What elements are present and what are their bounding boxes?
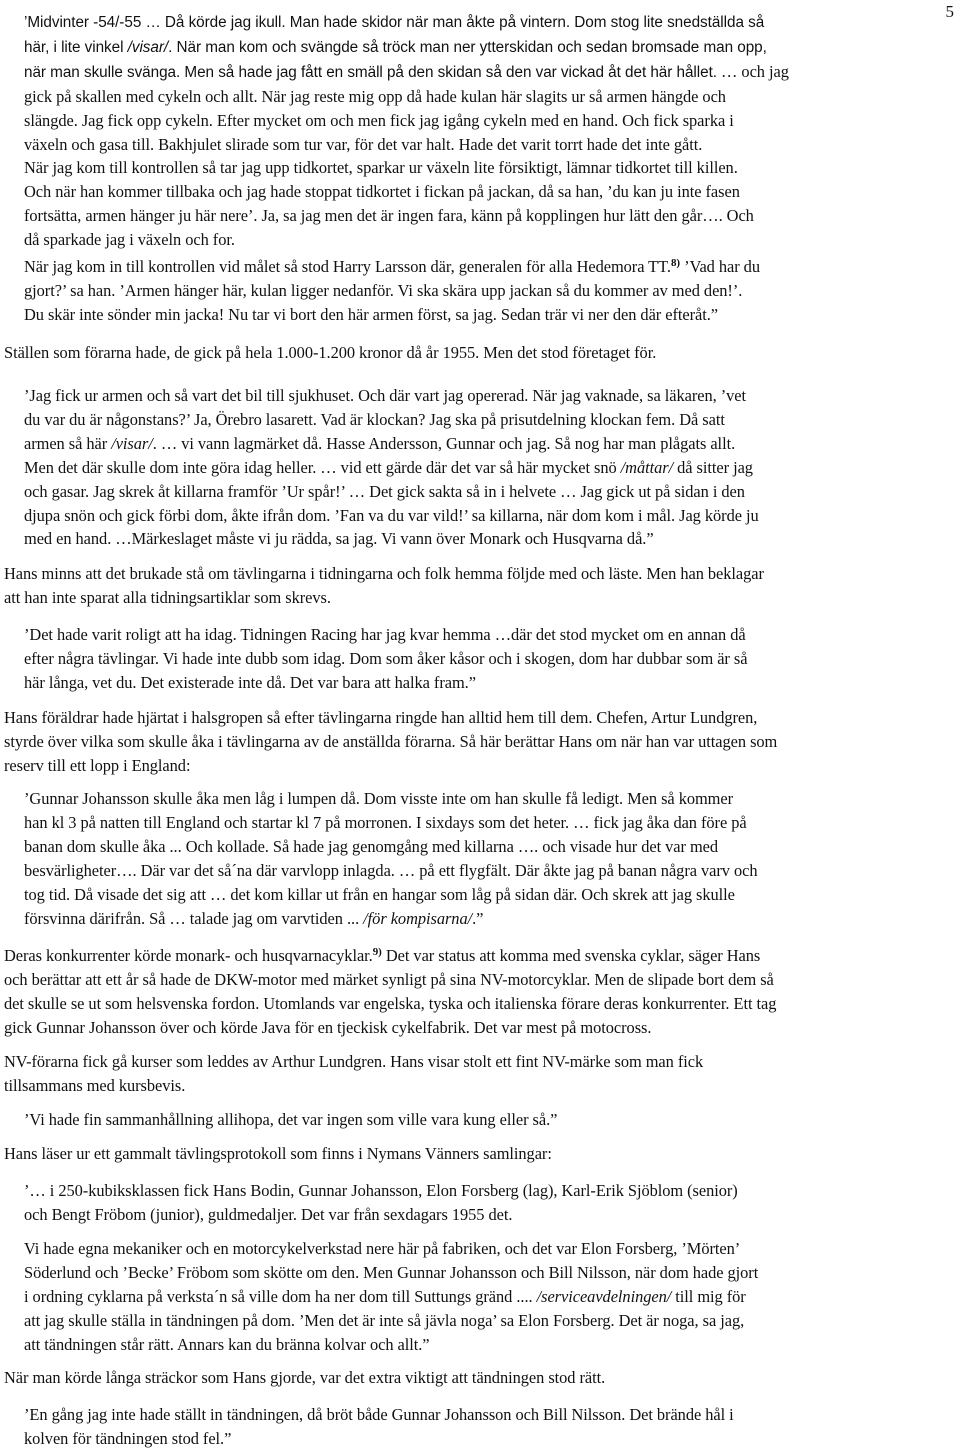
text-line: ’Det hade varit roligt att ha idag. Tidningen Racing har jag kvar hemma …där det stod mycket om en annan då [24,625,746,644]
footnote-marker: 9) [372,946,382,958]
text-line: När jag kom till kontrollen så tar jag upp tidkortet, sparkar ur växeln lite försiktigt, lämnar tidkortet till killen. [24,158,738,178]
quote-paragraph-sammanhallning [24,1108,936,1132]
quote-paragraph-kontrollen [24,255,936,327]
text-line: ’Jag fick ur armen och så vart det bil till sjukhuset. Och där vart jag opererad. När jag vaknade, sa läkaren, ’vet [24,386,746,405]
text-line: att tändningen står rätt. Annars kan du bränna kolvar och allt.” [24,1334,430,1354]
text-line: det skulle se ut som helsvenska fordon. Utomlands var engelska, tyska och italienska förare deras konkurrenter. Ett tag [4,993,777,1013]
paragraph-konkurrenter [4,944,946,1040]
text-line: Och när han kommer tillbaka och jag hade stoppat tidkortet i fickan på jackan, då sa han, ’du kan ju inte fasen [24,182,740,202]
paragraph-tandning [4,1366,946,1390]
text-line: han kl 3 på natten till England och startar kl 7 på morronen. I sixdays som det heter. … fick jag åka dan före på [24,812,747,832]
quote-paragraph-kubiksklassen [24,1179,936,1227]
text-line: ’… i 250-kubiksklassen fick Hans Bodin, Gunnar Johansson, Elon Forsberg (lag), Karl-Erik Sjöblom (senior) [24,1181,738,1200]
quote-paragraph-mekaniker [24,1237,936,1357]
text-line: och Bengt Fröbom (junior), guldmedaljer. Det var från sexdagars 1955 det. [24,1204,513,1224]
text-line: Hans minns att det brukade stå om tävlingarna i tidningarna och folk hemma följde med och läste. Men han beklagar [4,564,764,583]
text-line: Söderlund och ’Becke’ Fröbom som skötte om den. Men Gunnar Johansson och Bill Nilsson, när dom hade gjort [24,1262,759,1282]
text-line: reserv till ett lopp i England: [4,755,191,775]
text-line: Du skär inte sönder min jacka! Nu tar vi bort den här armen först, sa jag. Sedan trär vi ner den där efteråt.” [24,304,719,324]
text-line: banan dom skulle åka ... Och kollade. Så hade jag genomgång med killarna …. och visade hur det var med [24,836,719,856]
text-line: Vi hade egna mekaniker och en motorcykelverkstad nere här på fabriken, och det var Elon Forsberg, ’Mörten’ [24,1239,741,1258]
text-line: När man körde långa sträckor som Hans gjorde, var det extra viktigt att tändningen stod rätt. [4,1368,606,1387]
text-line: ’En gång jag inte hade ställt in tändningen, då bröt både Gunnar Johansson och Bill Nilsson. Det brände hål i [24,1405,734,1424]
page-number: 5 [945,2,954,21]
text-line: efter några tävlingar. Vi hade inte dubb som idag. Dom som åker kåsor och i skogen, dom har dubbar som är så [24,648,748,668]
text-line: här långa, vet du. Det existerade inte då. Det var bara att halka fram.” [24,672,476,692]
text-line: ’Vi hade fin sammanhållning allihopa, det var ingen som ville vara kung eller så.” [24,1110,558,1129]
text-line: Men det där skulle dom inte göra idag heller. … vid ett gärde där det var så här mycket snö /måttar/ då sitter jag [24,457,753,477]
paragraph-tidningarna [4,562,946,610]
paragraph-kurser [4,1050,946,1098]
text-line: växeln och gasa till. Bakhjulet slirade som tur var, för det var halt. Hade det varit torrt hade det inte gått. [24,134,703,154]
paragraph-stallen [4,341,946,365]
text-line: ’Midvinter -54/-55 … Då körde jag ikull. Man hade skidor när man åkte på vintern. Dom stog lite snedställda så [24,14,765,31]
text-line: försvinna därifrån. Så … talade jag om varvtiden ... /för kompisarna/.” [24,908,484,928]
text-line: Ställen som förarna hade, de gick på hela 1.000-1.200 kronor då år 1955. Men det stod företaget för. [4,343,657,362]
text-line: här, i lite vinkel /visar/. När man kom och svängde så tröck man ner ytterskidan och sedan bromsade man opp, [24,38,767,56]
text-line: armen så här /visar/. … vi vann lagmärket då. Hasse Andersson, Gunnar och jag. Så nog har man plågats allt. [24,433,736,453]
quote-paragraph-brot [24,1403,936,1451]
text-line: slängde. Jag fick opp cykeln. Efter mycket om och men fick jag igång cykeln med en hand. Och fick sparka i [24,110,734,130]
text-line: gjort?’ sa han. ’Armen hänger här, kulan ligger nedanför. Vi ska skära upp jackan så du kommer av med den!’. [24,280,743,300]
text-line: tillsammans med kursbevis. [4,1075,186,1095]
quote-paragraph-midvinter [24,10,936,252]
quote-paragraph-racing [24,623,936,695]
text-line: fortsätta, armen hänger ju här nere’. Ja, sa jag men det är ingen fara, känn på kopplingen hur lätt den går…. Och [24,206,754,226]
paragraph-protokoll [4,1142,946,1166]
text-line: djupa snön och gick förbi dom, åkte ifrån dom. ’Fan va du var vild!’ sa killarna, när dom kom i mål. Jag körde ju [24,505,759,525]
text-line: att han inte sparat alla tidningsartiklar som skrevs. [4,587,331,607]
text-line: och gasar. Jag skrek åt killarna framför ’Ur spår!’ … Det gick sakta så in i helvete … Jag gick ut på sidan i den [24,481,745,501]
text-line: och berättar att ett år så hade de DKW-motor med märket synligt på sina NV-motorcyklar. Men de slipade bort dem så [4,969,774,989]
footnote-marker: 8) [670,257,681,269]
text-line: du var du är någonstans?’ Ja, Örebro lasarett. Vad är klockan? Jag ska på prisutdelning klockan fem. Då satt [24,409,725,429]
text-line: När jag kom in till kontrollen vid målet så stod Harry Larsson där, generalen för alla Hedemora TT.$^{8)}$ ’Vad har du [24,257,760,276]
quote-paragraph-sjukhuset [24,384,936,551]
text-line: att jag skulle ställa in tändningen på dom. ’Men det är inte så jävla noga’ sa Elon Forsberg. Det är noga, sa jag, [24,1310,745,1330]
text-line: gick Gunnar Johansson över och körde Java för en tjeckisk cykelfabrik. Det var mest på motocross. [4,1017,652,1037]
text-line: med en hand. …Märkeslaget måste vi ju rädda, sa jag. Vi vann över Monark och Husqvarna då.” [24,529,654,549]
text-line: Hans läser ur ett gammalt tävlingsprotokoll som finns i Nymans Vänners samlingar: [4,1144,552,1163]
text-line: ’Gunnar Johansson skulle åka men låg i lumpen då. Dom visste inte om han skulle få ledigt. Men så kommer [24,789,734,808]
text-line: styrde över vilka som skulle åka i tävlingarna av de anställda förarna. Så här berättar Hans om när han var uttagen som [4,731,778,751]
text-line: då sparkade jag i växeln och for. [24,230,235,250]
text-line: kolven för tändningen stod fel.” [24,1428,232,1448]
text-line: tog tid. Då visade det sig att … det kom killar ut från en hangar som låg på sidan där. Och skrek att jag skulle [24,884,735,904]
text-line: när man skulle svänga. Men så hade jag fått en smäll på den skidan så den var vickad åt det här hållet. … och jag [24,61,789,81]
paragraph-foraldrar [4,706,946,778]
text-line: Hans föräldrar hade hjärtat i halsgropen så efter tävlingarna ringde han alltid hem till dem. Chefen, Artur Lundgren, [4,708,758,727]
text-line: besvärligheter…. Där var det så´na där varvlopp inlagda. … på ett flygfält. Där åkte jag på banan några varv och [24,860,758,880]
text-line: gick på skallen med cykeln och allt. När jag reste mig opp då hade kulan här slagits ur så armen hängde och [24,86,726,106]
text-line: i ordning cyklarna på verksta´n så ville dom ha ner dom till Suttungs gränd .... /serviceavdelningen/ till mig för [24,1286,746,1306]
quote-paragraph-england [24,787,936,930]
text-line: Deras konkurrenter körde monark- och husqvarnacyklar.$^{9)}$ Det var status att komma med svenska cyklar, säger Hans [4,946,761,965]
text-line: NV-förarna fick gå kurser som leddes av Arthur Lundgren. Hans visar stolt ett fint NV-märke som man fick [4,1052,704,1071]
